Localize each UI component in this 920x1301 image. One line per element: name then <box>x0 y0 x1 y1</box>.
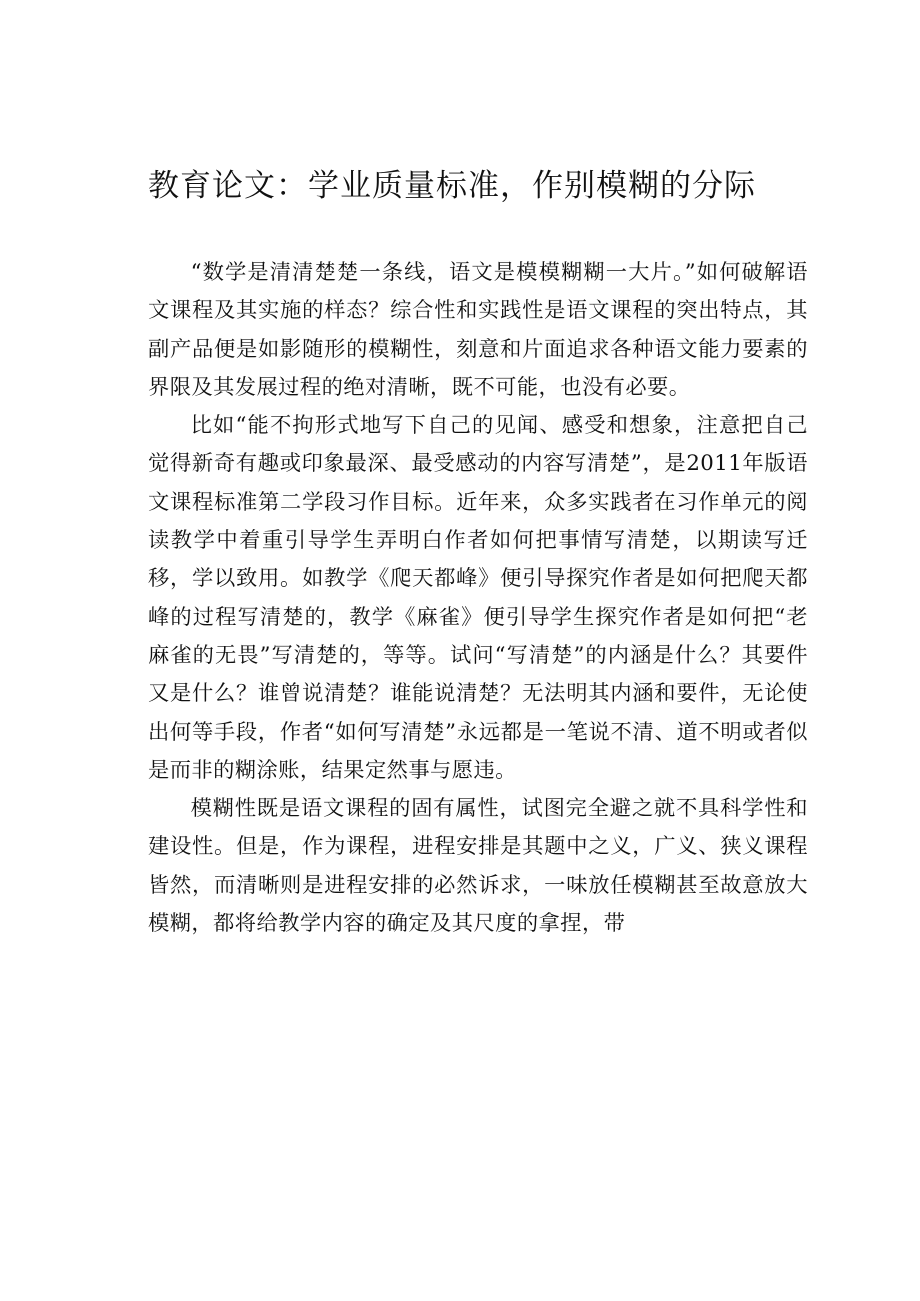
document-body <box>148 254 808 943</box>
document-title: 教育论文：学业质量标准，作别模糊的分际 <box>148 168 756 204</box>
paragraph: 模糊性既是语文课程的固有属性，试图完全避之就不具科学性和建设性。但是，作为课程，进程安排是其题中之义，广义、狭义课程皆然，而清晰则是进程安排的必然诉求，一味放任模糊甚至故意放大模糊，都将给教学内容的确定及其尺度的拿捏，带 <box>148 796 808 937</box>
paragraph: “数学是清清楚楚一条线，语文是模模糊糊一大片。”如何破解语文课程及其实施的样态？综合性和实践性是语文课程的突出特点，其副产品便是如影随形的模糊性，刻意和片面追求各种语文能力要素的界限及其发展过程的绝对清晰，既不可能，也没有必要。 <box>148 260 808 400</box>
paragraph: 比如“能不拘形式地写下自己的见闻、感受和想象，注意把自己觉得新奇有趣或印象最深、最受感动的内容写清楚”，是2011年版语文课程标准第二学段习作目标。近年来，众多实践者在习作单元的阅读教学中着重引导学生弄明白作者如何把事情写清楚，以期读写迁移，学以致用。如教学《爬天都峰》便引导探究作者是如何把爬天都峰的过程写清楚的，教学《麻雀》便引导学生探究作者是如何把“老麻雀的无畏”写清楚的，等等。试问“写清楚”的内涵是什么？其要件又是什么？谁曾说清楚？谁能说清楚？无法明其内涵和要件，无论使出何等手段，作者“如何写清楚”永远都是一笔说不清、道不明或者似是而非的糊涂账，结果定然事与愿违。 <box>148 413 808 783</box>
